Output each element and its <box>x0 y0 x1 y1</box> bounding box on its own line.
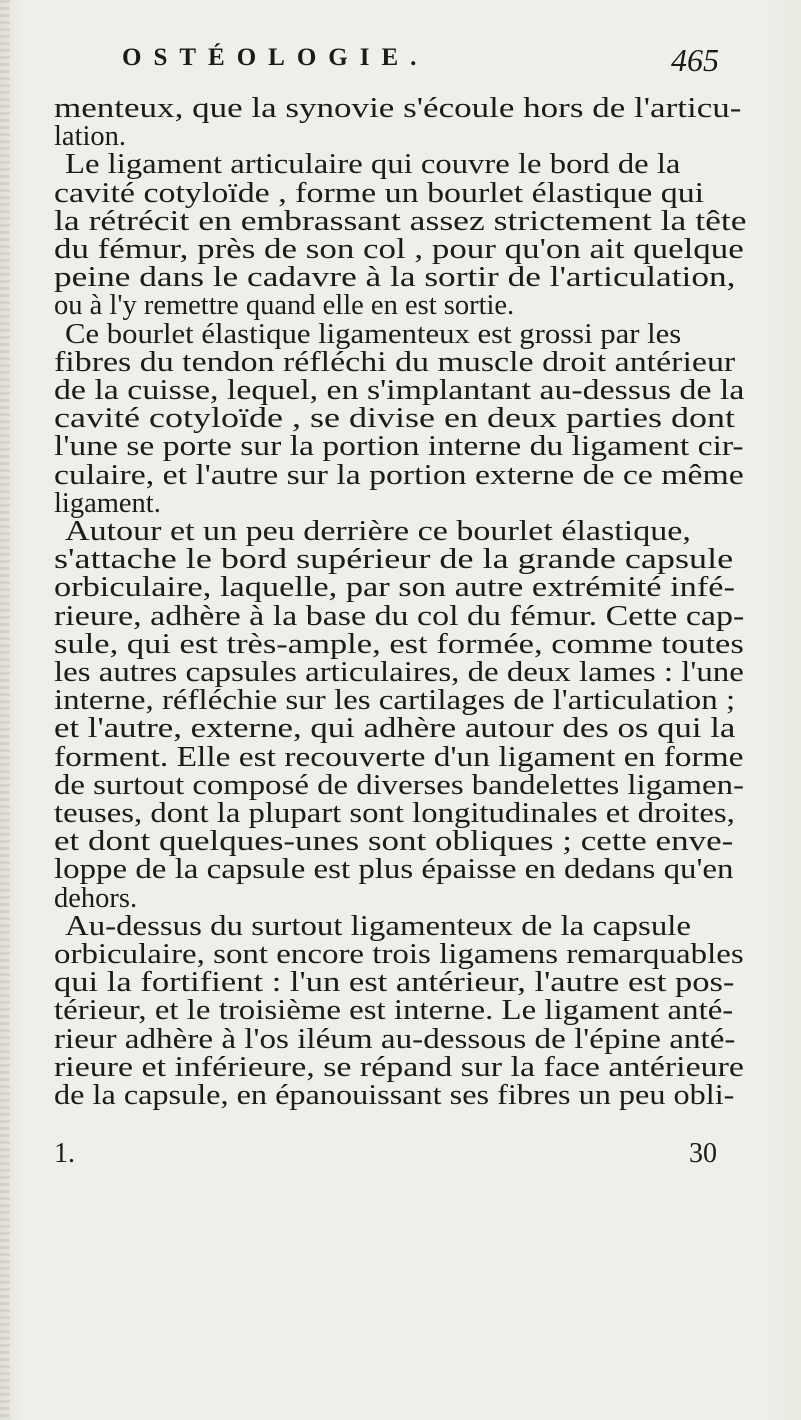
binding-edge <box>0 0 10 1420</box>
text-line: et dont quelques-unes sont obliques ; cette enve- <box>54 826 734 857</box>
text-line: cavité cotyloïde , se divise en deux parties dont <box>54 403 735 434</box>
folio-number: 30 <box>689 1138 717 1169</box>
signature-mark: 1. <box>54 1138 75 1169</box>
text-line: interne, réfléchie sur les cartilages de l'articulation ; <box>54 685 736 716</box>
text-line: Au-dessus du surtout ligamenteux de la capsule <box>65 911 691 942</box>
text-line: et l'autre, externe, qui adhère autour des os qui la <box>54 713 736 744</box>
text-line: s'attache le bord supérieur de la grande capsule <box>54 544 734 575</box>
text-line: fibres du tendon réfléchi du muscle droit antérieur <box>54 347 736 378</box>
text-line: rieur adhère à l'os iléum au-dessous de l'épine anté- <box>54 1024 736 1055</box>
text-line: orbiculaire, laquelle, par son autre extrémité infé- <box>54 572 735 603</box>
text-line: rieure et inférieure, se répand sur la face antérieure <box>54 1052 744 1083</box>
running-head <box>0 44 801 84</box>
page-number: 465 <box>671 42 719 78</box>
text-line: la rétrécit en embrassant assez strictement la tête <box>54 206 747 237</box>
text-line: culaire, et l'autre sur la portion externe de ce même <box>54 460 744 491</box>
text-line: sule, qui est très-ample, est formée, comme toutes <box>54 629 744 660</box>
text-line: du fémur, près de son col , pour qu'on ait quelque <box>54 234 744 265</box>
text-line: orbiculaire, sont encore trois ligamens remarquables <box>54 939 744 970</box>
text-line: Le ligament articulaire qui couvre le bord de la <box>65 149 681 180</box>
text-line: teuses, dont la plupart sont longitudinales et droites, <box>54 798 735 829</box>
text-line: cavité cotyloïde , forme un bourlet élastique qui <box>54 178 705 209</box>
running-head-title: OSTÉOLOGIE. <box>122 44 429 71</box>
text-line: rieure, adhère à la base du col du fémur. Cette cap- <box>54 601 745 632</box>
text-line: peine dans le cadavre à la sortir de l'articulation, <box>54 262 736 293</box>
text-line: l'une se porte sur la portion interne du ligament cir- <box>54 431 744 462</box>
text-line: ligament. <box>54 488 161 519</box>
page-footer <box>0 1138 801 1174</box>
text-line: loppe de la capsule est plus épaisse en dedans qu'en <box>54 854 734 885</box>
text-line: de surtout composé de diverses bandelettes ligamen- <box>54 770 744 801</box>
text-line: lation. <box>54 121 127 152</box>
text-line: les autres capsules articulaires, de deux lames : l'une <box>54 657 744 688</box>
text-line: qui la fortifient : l'un est antérieur, l'autre est pos- <box>54 967 735 998</box>
text-line: forment. Elle est recouverte d'un ligament en forme <box>54 742 744 773</box>
text-line: dehors. <box>54 883 138 914</box>
text-line: de la cuisse, lequel, en s'implantant au-dessus de la <box>54 375 745 406</box>
text-line: Ce bourlet élastique ligamenteux est grossi par les <box>65 319 682 350</box>
text-line: de la capsule, en épanouissant ses fibres un peu obli- <box>54 1080 735 1111</box>
text-line: térieur, et le troisième est interne. Le ligament anté- <box>54 995 734 1026</box>
text-line: ou à l'y remettre quand elle en est sortie. <box>54 290 515 321</box>
text-line: Autour et un peu derrière ce bourlet élastique, <box>65 516 691 547</box>
text-line: menteux, que la synovie s'écoule hors de l'articu- <box>54 93 742 124</box>
